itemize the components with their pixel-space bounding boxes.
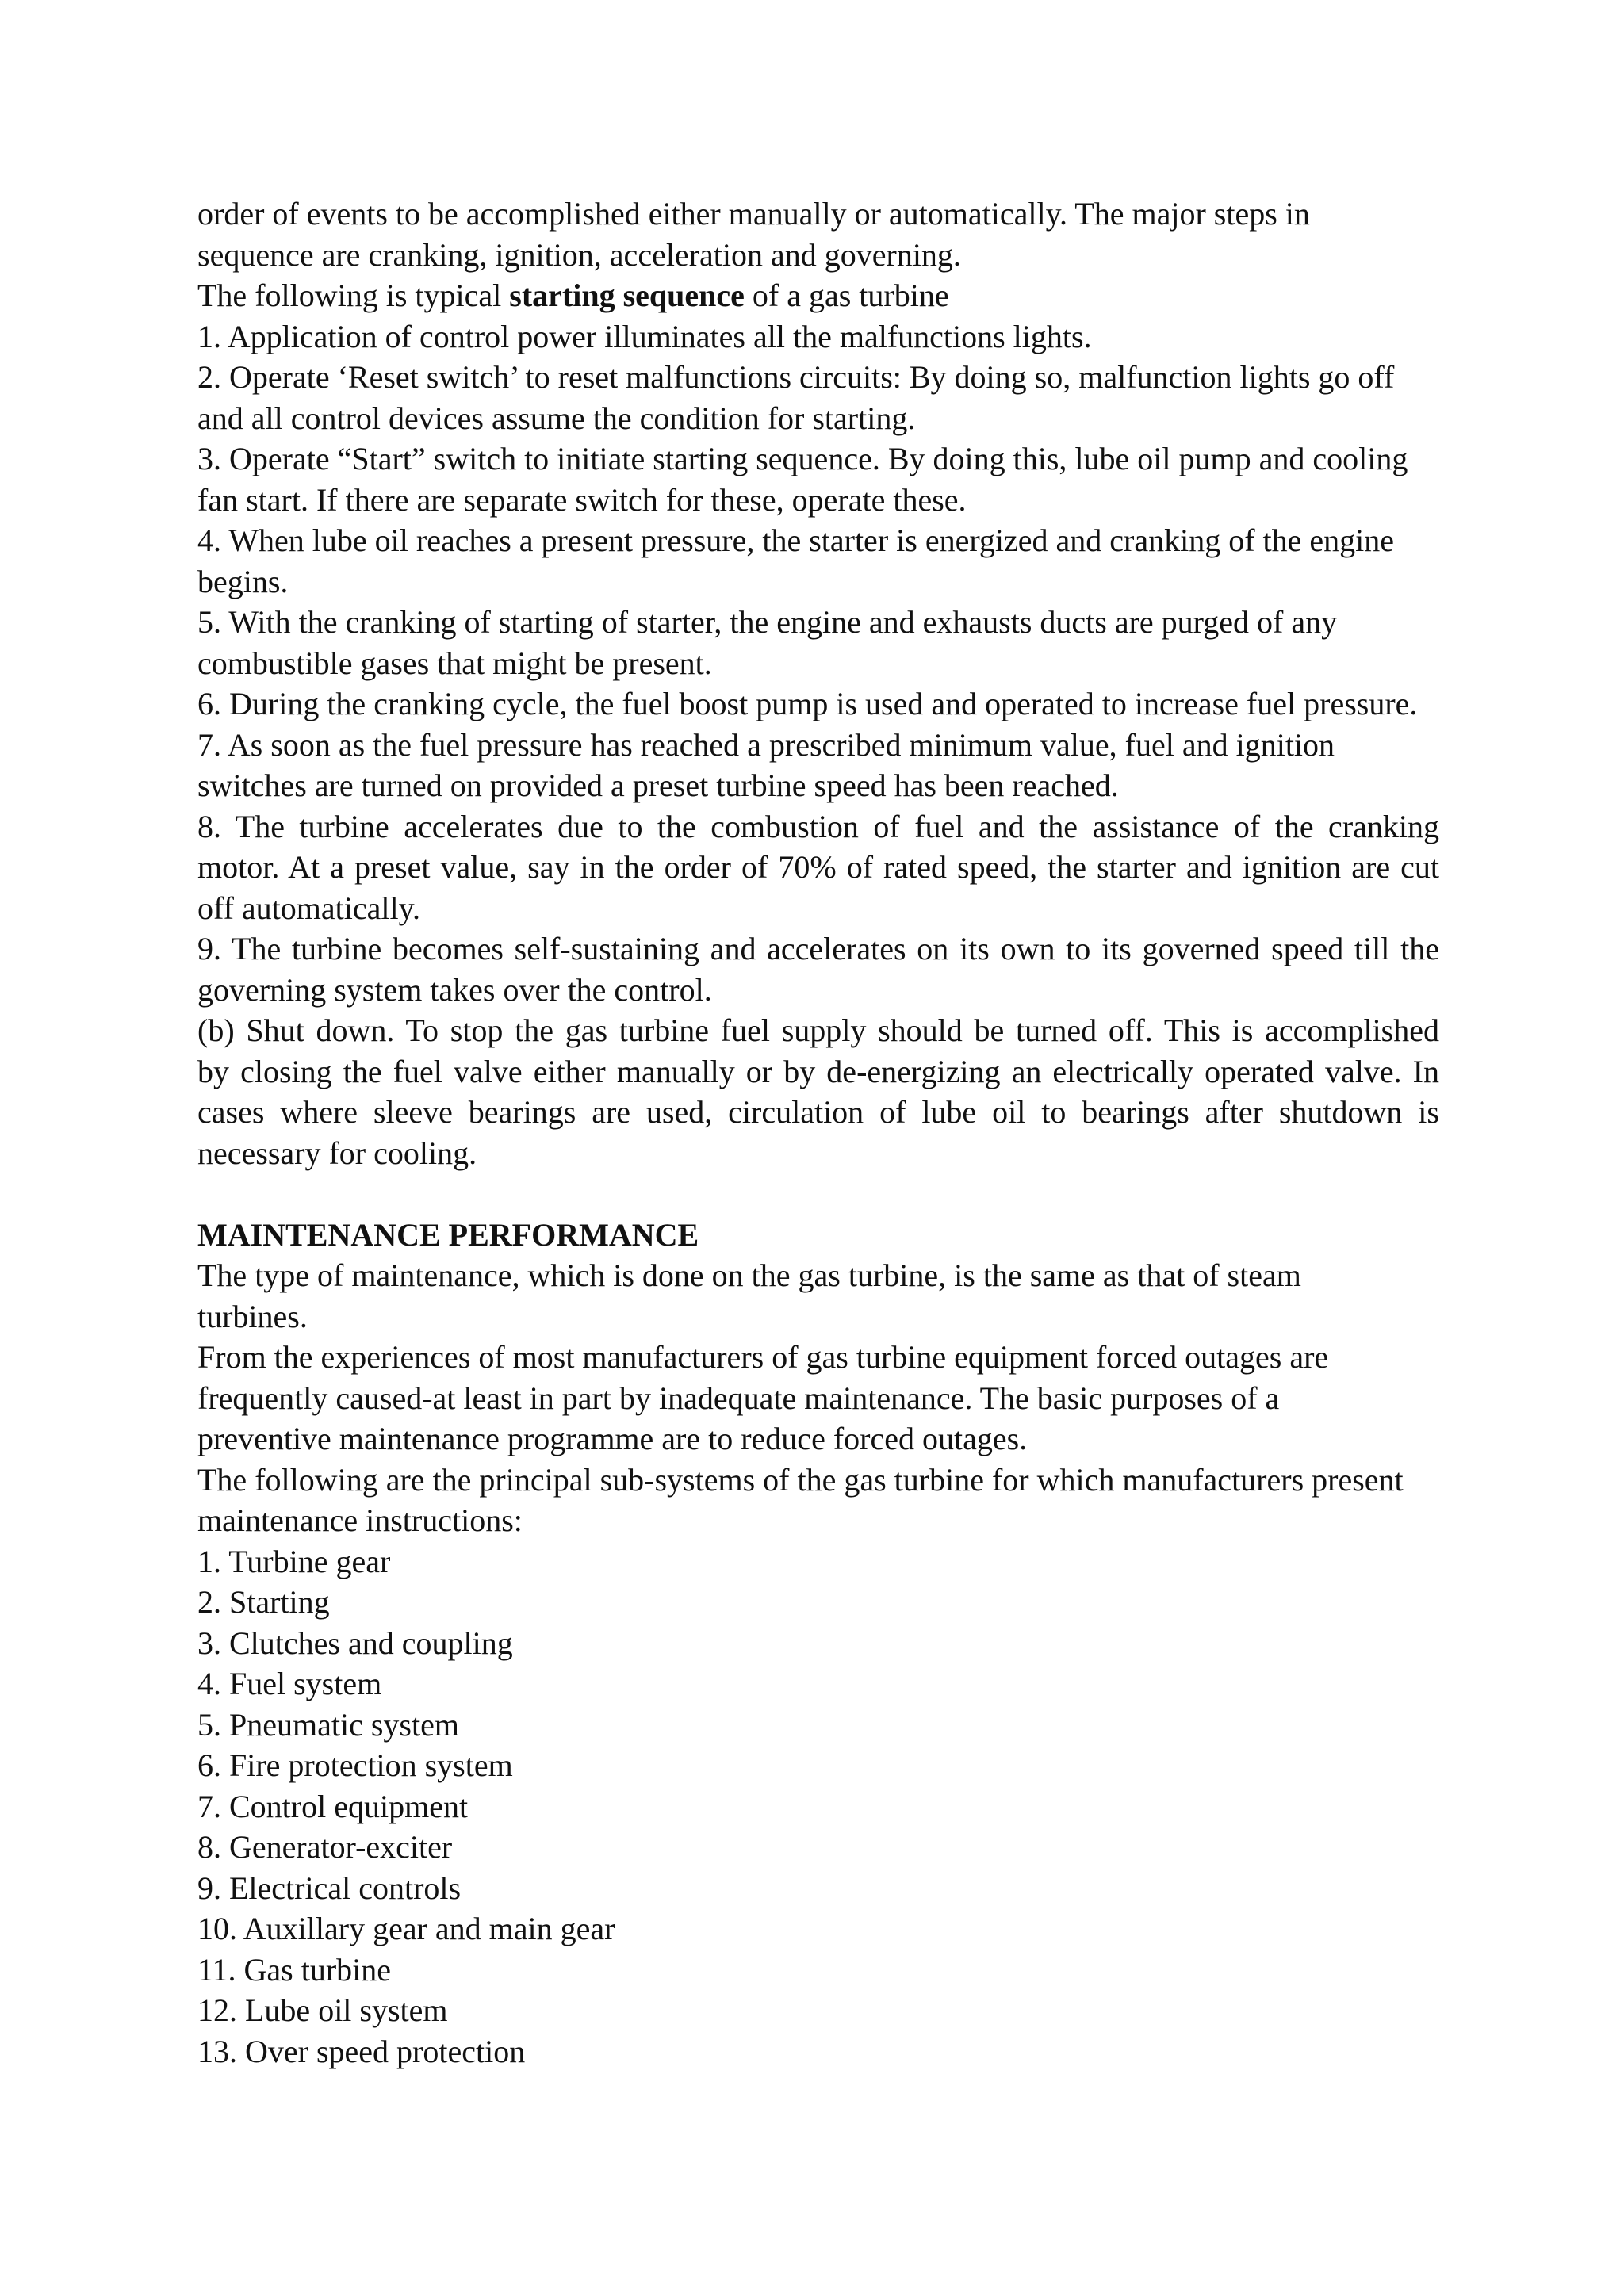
paragraph-line: The following are the principal sub-systems of the gas turbine for which manufacturers present bbox=[197, 1461, 1404, 1498]
step-line: 8. The turbine accelerates due to the combustion of fuel and the assistance of the cranking bbox=[197, 808, 1439, 844]
step-line: 3. Operate “Start” switch to initiate starting sequence. By doing this, lube oil pump and cooling bbox=[197, 441, 1408, 476]
list-item: 12. Lube oil system bbox=[197, 1992, 448, 2028]
step-line: 6. During the cranking cycle, the fuel boost pump is used and operated to increase fuel pressure. bbox=[197, 686, 1418, 721]
page-content bbox=[197, 193, 1439, 2072]
step-line: switches are turned on provided a preset turbine speed has been reached. bbox=[197, 767, 1119, 803]
paragraph-line: preventive maintenance programme are to reduce forced outages. bbox=[197, 1421, 1028, 1456]
step-line: 9. The turbine becomes self-sustaining and accelerates on its own to its governed speed till the bbox=[197, 931, 1439, 966]
shutdown-line: necessary for cooling. bbox=[197, 1135, 477, 1171]
list-item: 3. Clutches and coupling bbox=[197, 1624, 513, 1661]
list-item: 4. Fuel system bbox=[197, 1666, 382, 1701]
step-line: 5. With the cranking of starting of starter, the engine and exhausts ducts are purged of any bbox=[197, 604, 1338, 640]
shutdown-line: (b) Shut down. To stop the gas turbine fuel supply should be turned off. This is accomplished bbox=[197, 1012, 1439, 1048]
shutdown-line: cases where sleeve bearings are used, circulation of lube oil to bearings after shutdown is bbox=[197, 1094, 1439, 1130]
step-line: governing system takes over the control. bbox=[197, 971, 712, 1008]
intro-text: of a gas turbine bbox=[744, 277, 949, 313]
paragraph-line: The type of maintenance, which is done on the gas turbine, is the same as that of steam bbox=[197, 1257, 1301, 1293]
paragraph-line: turbines. bbox=[197, 1298, 308, 1334]
list-item: 5. Pneumatic system bbox=[197, 1706, 459, 1743]
paragraph-line: frequently caused-at least in part by inadequate maintenance. The basic purposes of a bbox=[197, 1380, 1280, 1416]
list-item: 2. Starting bbox=[197, 1584, 330, 1620]
list-item: 9. Electrical controls bbox=[197, 1869, 462, 1906]
step-line: 2. Operate ‘Reset switch’ to reset malfunctions circuits: By doing so, malfunction lights go off bbox=[197, 359, 1395, 395]
intro-line: order of events to be accomplished either manually or automatically. The major steps in bbox=[197, 196, 1310, 232]
step-line: 4. When lube oil reaches a present pressure, the starter is energized and cranking of the engine bbox=[197, 522, 1395, 558]
paragraph-line: From the experiences of most manufacturers of gas turbine equipment forced outages are bbox=[197, 1339, 1329, 1375]
shutdown-line: by closing the fuel valve either manually or by de-energizing an electrically operated valve. In bbox=[197, 1053, 1439, 1089]
list-item: 6. Fire protection system bbox=[197, 1747, 513, 1783]
step-line: begins. bbox=[197, 563, 289, 599]
step-line: 1. Application of control power illuminates all the malfunctions lights. bbox=[197, 318, 1092, 354]
list-item: 13. Over speed protection bbox=[197, 2033, 526, 2069]
section-heading: MAINTENANCE PERFORMANCE bbox=[197, 1216, 699, 1253]
step-line: combustible gases that might be present. bbox=[197, 645, 712, 681]
step-line: off automatically. bbox=[197, 890, 421, 926]
starting-sequence-intro bbox=[197, 275, 1439, 316]
step-line: 7. As soon as the fuel pressure has reached a prescribed minimum value, fuel and ignition bbox=[197, 726, 1335, 763]
step-line: and all control devices assume the condition for starting. bbox=[197, 400, 916, 436]
list-item: 8. Generator-exciter bbox=[197, 1829, 453, 1865]
paragraph-line: maintenance instructions: bbox=[197, 1502, 523, 1538]
starting-sequence-term: starting sequence bbox=[509, 277, 745, 313]
list-item: 1. Turbine gear bbox=[197, 1543, 391, 1579]
list-item: 11. Gas turbine bbox=[197, 1951, 392, 1988]
step-line: fan start. If there are separate switch for these, operate these. bbox=[197, 481, 967, 518]
list-item: 7. Control equipment bbox=[197, 1788, 469, 1824]
intro-line: sequence are cranking, ignition, acceleration and governing. bbox=[197, 236, 961, 273]
step-line: motor. At a preset value, say in the order of 70% of rated speed, the starter and ignition are cut bbox=[197, 849, 1439, 885]
intro-text: The following is typical bbox=[197, 277, 510, 313]
list-item: 10. Auxillary gear and main gear bbox=[197, 1911, 615, 1946]
